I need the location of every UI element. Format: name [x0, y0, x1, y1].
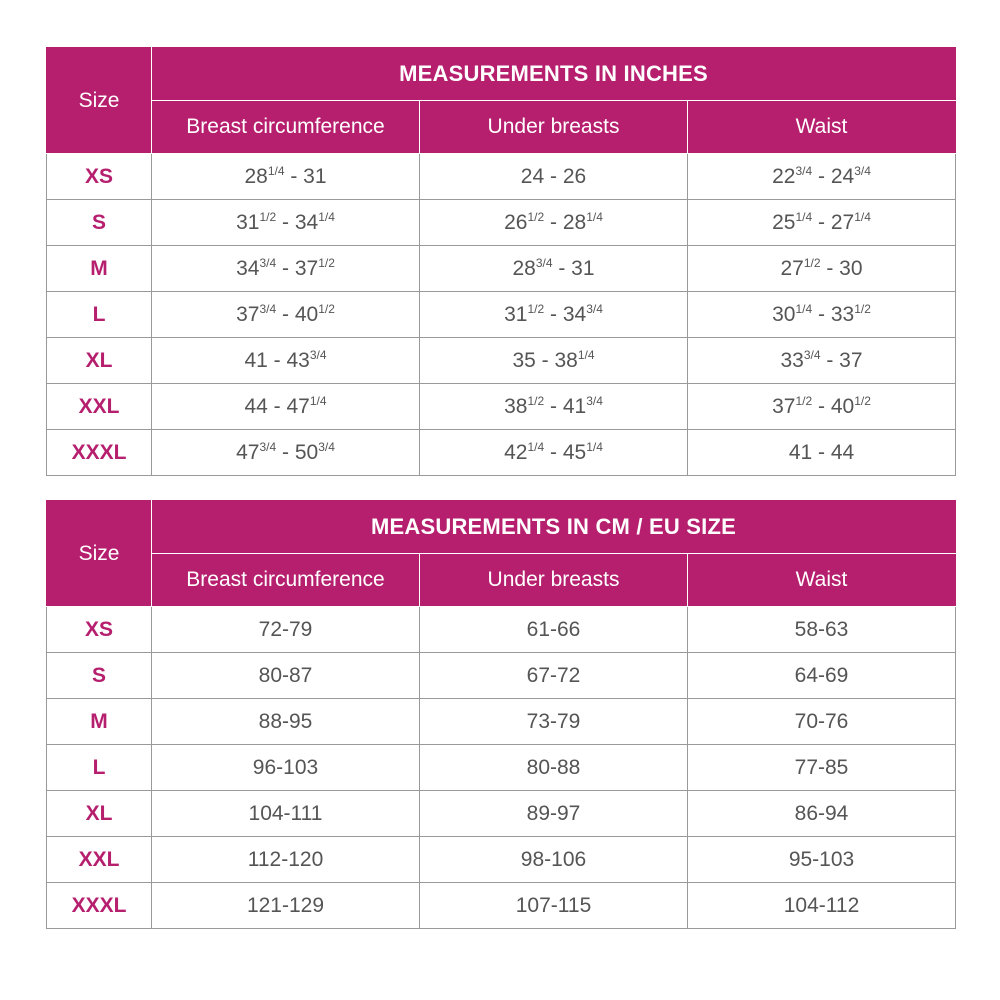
- table-row: [47, 699, 956, 745]
- size-cell: L: [47, 292, 152, 338]
- size-cell: XS: [47, 154, 152, 200]
- inches-size-table: [46, 47, 956, 476]
- under-breasts-column-header: Under breasts: [420, 101, 688, 154]
- waist-column-header: Waist: [688, 554, 956, 607]
- size-cell: XXL: [47, 837, 152, 883]
- size-cell: XS: [47, 607, 152, 653]
- breast-cell: 72-79: [152, 607, 420, 653]
- breast-cell: 112-120: [152, 837, 420, 883]
- size-cell: L: [47, 745, 152, 791]
- table-row: [47, 607, 956, 653]
- breast-cell: 104-111: [152, 791, 420, 837]
- breast-cell: $41 - 43^{3/4}$: [152, 338, 420, 384]
- table-title: MEASUREMENTS IN INCHES: [152, 48, 956, 101]
- size-cell: XXXL: [47, 430, 152, 476]
- breast-cell: $31^{1/2} - 34^{1/4}$: [152, 200, 420, 246]
- waist-cell: $22^{3/4} - 24^{3/4}$: [688, 154, 956, 200]
- under-breasts-cell: $35 - 38^{1/4}$: [420, 338, 688, 384]
- under-breasts-cell: 98-106: [420, 837, 688, 883]
- table-row: [47, 430, 956, 476]
- size-cell: S: [47, 653, 152, 699]
- table-title: MEASUREMENTS IN CM / EU SIZE: [152, 501, 956, 554]
- size-cell: M: [47, 246, 152, 292]
- waist-column-header: Waist: [688, 101, 956, 154]
- under-breasts-column-header: Under breasts: [420, 554, 688, 607]
- table-row: [47, 653, 956, 699]
- waist-cell: 64-69: [688, 653, 956, 699]
- breast-cell: $34^{3/4} - 37^{1/2}$: [152, 246, 420, 292]
- under-breasts-cell: 61-66: [420, 607, 688, 653]
- breast-cell: 88-95: [152, 699, 420, 745]
- table-body: [47, 154, 956, 476]
- under-breasts-cell: $26^{1/2} - 28^{1/4}$: [420, 200, 688, 246]
- table-row: [47, 384, 956, 430]
- size-cell: XXL: [47, 384, 152, 430]
- table-body: [47, 607, 956, 929]
- table-row: [47, 154, 956, 200]
- waist-cell: 58-63: [688, 607, 956, 653]
- breast-column-header: Breast circumference: [152, 101, 420, 154]
- waist-cell: $37^{1/2} - 40^{1/2}$: [688, 384, 956, 430]
- breast-column-header: Breast circumference: [152, 554, 420, 607]
- table-row: [47, 745, 956, 791]
- size-cell: M: [47, 699, 152, 745]
- table-row: [47, 292, 956, 338]
- size-cell: S: [47, 200, 152, 246]
- waist-cell: 95-103: [688, 837, 956, 883]
- waist-cell: 104-112: [688, 883, 956, 929]
- under-breasts-cell: 89-97: [420, 791, 688, 837]
- under-breasts-cell: 80-88: [420, 745, 688, 791]
- breast-cell: 121-129: [152, 883, 420, 929]
- table-row: [47, 200, 956, 246]
- breast-cell: $47^{3/4} - 50^{3/4}$: [152, 430, 420, 476]
- table-row: [47, 246, 956, 292]
- under-breasts-cell: 73-79: [420, 699, 688, 745]
- cm-size-table: [46, 500, 956, 929]
- under-breasts-cell: 107-115: [420, 883, 688, 929]
- breast-cell: $37^{3/4} - 40^{1/2}$: [152, 292, 420, 338]
- waist-cell: 41 - 44: [688, 430, 956, 476]
- table-row: [47, 837, 956, 883]
- table-row: [47, 791, 956, 837]
- under-breasts-cell: 67-72: [420, 653, 688, 699]
- breast-cell: 80-87: [152, 653, 420, 699]
- breast-cell: $28^{1/4} - 31$: [152, 154, 420, 200]
- size-column-header: Size: [47, 48, 152, 154]
- under-breasts-cell: $28^{3/4} - 31$: [420, 246, 688, 292]
- table-row: [47, 338, 956, 384]
- waist-cell: $25^{1/4} - 27^{1/4}$: [688, 200, 956, 246]
- breast-cell: $44 - 47^{1/4}$: [152, 384, 420, 430]
- breast-cell: 96-103: [152, 745, 420, 791]
- waist-cell: $27^{1/2} - 30$: [688, 246, 956, 292]
- under-breasts-cell: 24 - 26: [420, 154, 688, 200]
- under-breasts-cell: $31^{1/2} - 34^{3/4}$: [420, 292, 688, 338]
- waist-cell: 77-85: [688, 745, 956, 791]
- table-row: [47, 883, 956, 929]
- waist-cell: $33^{3/4} - 37$: [688, 338, 956, 384]
- size-cell: XXXL: [47, 883, 152, 929]
- under-breasts-cell: $42^{1/4} - 45^{1/4}$: [420, 430, 688, 476]
- size-column-header: Size: [47, 501, 152, 607]
- size-cell: XL: [47, 338, 152, 384]
- waist-cell: 70-76: [688, 699, 956, 745]
- waist-cell: 86-94: [688, 791, 956, 837]
- under-breasts-cell: $38^{1/2} - 41^{3/4}$: [420, 384, 688, 430]
- size-cell: XL: [47, 791, 152, 837]
- waist-cell: $30^{1/4} - 33^{1/2}$: [688, 292, 956, 338]
